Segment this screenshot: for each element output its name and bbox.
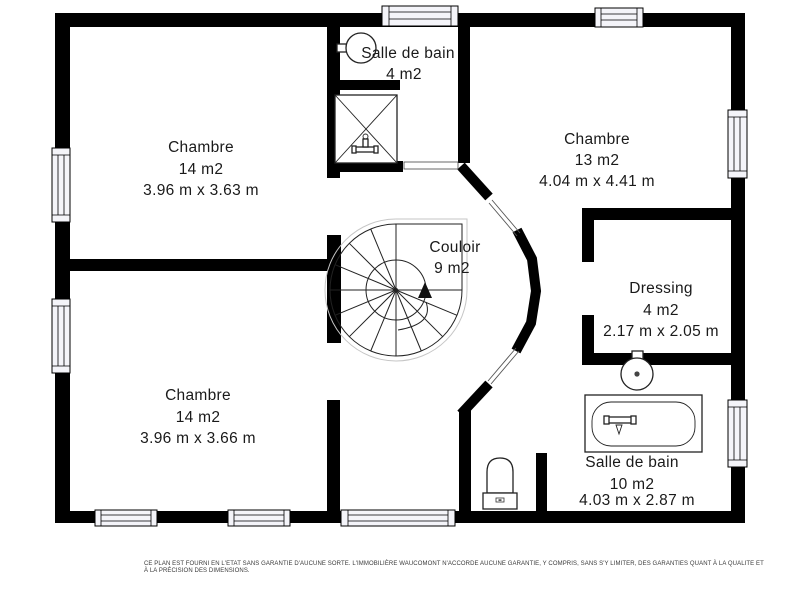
room-area: 10 m2 [609,476,655,493]
room-dims: 2.17 m x 2.05 m [603,323,719,340]
room-label-salle-de-bain-bottom [579,454,695,509]
room-area: 13 m2 [574,152,620,169]
window [595,8,643,27]
window [52,148,70,222]
window [95,510,157,526]
room-name: Chambre [165,387,231,404]
room-label-chambre-top-right [539,131,655,190]
room-dims: 4.03 m x 2.87 m [579,492,695,509]
room-label-dressing [603,280,719,340]
room-name: Salle de bain [585,454,679,471]
disclaimer-line-2: À LA PRÉCISION DES DIMENSIONS. [144,568,250,574]
disclaimer [144,560,764,574]
room-dims: 3.96 m x 3.63 m [143,182,259,199]
room-name: Chambre [564,131,630,148]
room-name: Chambre [168,139,234,156]
window [341,510,455,526]
window [728,110,747,178]
window [228,510,290,526]
room-area: 14 m2 [178,161,224,178]
room-dims: 3.96 m x 3.66 m [140,430,256,447]
disclaimer-line-1: CE PLAN EST FOURNI EN L'ETAT SANS GARANTIE D'AUCUNE SORTE. L'IMMOBILIÈRE WAUCOMONT N'ACCORDE AUCUNE GARANTIE, Y COMPRIS, SANS S'Y LIMITER, DES GARANTIES QUANT À LA QUALITE ET [144,561,764,567]
window [382,6,458,26]
shower-icon [335,95,397,163]
room-label-couloir [429,239,480,277]
window [52,299,70,373]
window [728,400,747,467]
room-name: Dressing [629,280,693,297]
room-area: 14 m2 [175,409,221,426]
room-label-chambre-top-left [143,139,259,199]
room-name: Salle de bain [361,45,455,62]
room-area: 4 m2 [386,66,422,83]
room-name: Couloir [429,239,481,256]
room-area: 4 m2 [643,302,679,319]
room-area: 9 m2 [434,260,470,277]
toilet-icon [483,458,517,509]
room-dims: 4.04 m x 4.41 m [539,173,655,190]
room-label-salle-de-bain-top [361,45,455,83]
room-label-chambre-bottom-left [140,387,256,447]
bathtub-icon [585,395,702,452]
